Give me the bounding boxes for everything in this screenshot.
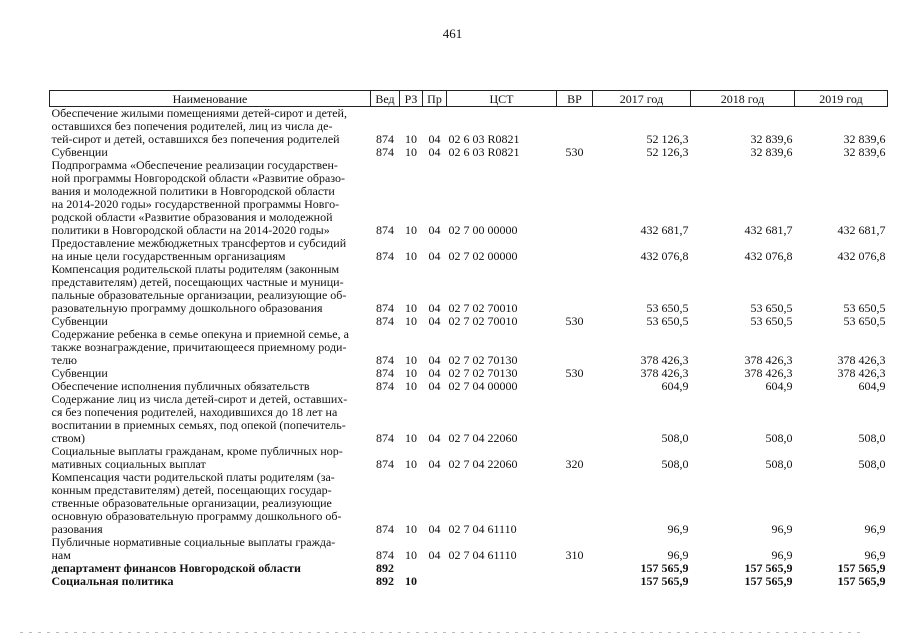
- header-2019: 2019 год: [795, 91, 888, 107]
- cell-rz: 10: [405, 249, 417, 263]
- name-line: оставшихся без попечения родителей, лиц из числа де-: [51, 119, 333, 133]
- cell-name: [50, 393, 371, 445]
- cell-2018: 53 650,5: [750, 314, 793, 328]
- name-line: мативных социальных выплат: [51, 457, 206, 471]
- cell-cst: 02 7 02 70010: [448, 314, 518, 328]
- cell-cst: 02 7 02 70010: [448, 301, 518, 315]
- name-line: департамент финансов Новгородской области: [51, 561, 301, 575]
- cell-ved: 874: [376, 132, 394, 146]
- cell-2018: 378 426,3: [744, 366, 793, 380]
- cell-name: [50, 471, 371, 536]
- name-line: Социальные выплаты гражданам, кроме публичных нор-: [51, 444, 343, 458]
- cell-vr: [557, 562, 593, 575]
- name-line: политики в Новгородской области на 2014-2020 годы»: [51, 223, 330, 237]
- cell-ved: 874: [376, 457, 394, 471]
- name-line: Субвенции: [51, 366, 108, 380]
- cell-vr: 530: [565, 145, 584, 159]
- cell-2019: 157 565,9: [837, 574, 886, 588]
- cell-cst: 02 7 00 00000: [448, 223, 518, 237]
- cell-pr: 04: [428, 301, 441, 315]
- cell-rz: 10: [405, 132, 417, 146]
- cell-cst: 02 7 04 61110: [448, 522, 517, 536]
- cell-cst: 02 7 04 61110: [448, 548, 517, 562]
- cell-rz: 10: [405, 145, 417, 159]
- cell-vr: [557, 471, 593, 536]
- cell-2018: 508,0: [765, 431, 793, 445]
- cell-ved: 874: [376, 145, 394, 159]
- header-cst: ЦСТ: [447, 91, 557, 107]
- name-line: на иные цели государственным организациям: [51, 249, 286, 263]
- name-line: воспитании в приемных семьях, под опекой (попечитель-: [51, 418, 346, 432]
- name-line: представителям) детей, посещающих частные и муници-: [51, 275, 344, 289]
- name-line: Обеспечение жилыми помещениями детей-сирот и детей,: [51, 106, 347, 120]
- header-rz: РЗ: [400, 91, 423, 107]
- cell-rz: 10: [405, 314, 417, 328]
- cell-ved: 874: [376, 353, 394, 367]
- cell-pr: 04: [428, 145, 441, 159]
- cell-cst: [447, 562, 557, 575]
- cell-ved: 892: [376, 574, 394, 588]
- header-vr: ВР: [557, 91, 593, 107]
- cell-rz: 10: [405, 574, 417, 588]
- cell-ved: 874: [376, 301, 394, 315]
- name-line: Содержание лиц из числа детей-сирот и детей, оставших-: [51, 392, 348, 406]
- cell-2019: 32 839,6: [843, 145, 886, 159]
- name-line: нам: [51, 548, 71, 562]
- cell-pr: 04: [428, 548, 441, 562]
- cell-vr: 530: [565, 314, 584, 328]
- table-row: [50, 445, 888, 471]
- cell-2019: 378 426,3: [837, 366, 886, 380]
- budget-table: [49, 90, 888, 588]
- cell-2018: 96,9: [771, 522, 793, 536]
- cell-name: [50, 107, 371, 147]
- name-line: Субвенции: [51, 314, 108, 328]
- cell-2018: 157 565,9: [744, 561, 793, 575]
- cell-ved: 874: [376, 522, 394, 536]
- cell-cst: 02 7 02 70130: [448, 366, 518, 380]
- header-name: Наименование: [50, 91, 371, 107]
- name-line: Публичные нормативные социальные выплаты гражда-: [51, 535, 336, 549]
- cell-vr: [557, 159, 593, 237]
- cell-pr: 04: [428, 314, 441, 328]
- cell-vr: [557, 393, 593, 445]
- name-line: разовательную программу дошкольного образования: [51, 301, 323, 315]
- cell-2017: 604,9: [661, 379, 689, 393]
- cell-2019: 96,9: [864, 548, 886, 562]
- cell-2019: 53 650,5: [843, 301, 886, 315]
- cell-pr: 04: [428, 522, 441, 536]
- cell-vr: [557, 263, 593, 315]
- cell-2019: 157 565,9: [837, 561, 886, 575]
- name-line: вания и молодежной политики в Новгородской области: [51, 184, 335, 198]
- name-line: тей-сирот и детей, оставшихся без попечения родителей: [51, 132, 340, 146]
- cell-ved: 874: [376, 314, 394, 328]
- cell-rz: 10: [405, 379, 417, 393]
- cell-2018: 53 650,5: [750, 301, 793, 315]
- cell-rz: 10: [405, 457, 417, 471]
- cell-2017: 157 565,9: [640, 561, 689, 575]
- cell-cst: 02 7 02 70130: [448, 353, 518, 367]
- cell-vr: [557, 107, 593, 147]
- name-line: на 2014-2020 годы» государственной программы Новго-: [51, 197, 340, 211]
- cell-vr: 310: [565, 548, 584, 562]
- table-row: [50, 575, 888, 588]
- cell-2017: 52 126,3: [646, 145, 689, 159]
- cell-2017: 378 426,3: [640, 353, 689, 367]
- cell-pr: [423, 575, 447, 588]
- cell-2019: 378 426,3: [837, 353, 886, 367]
- name-line: конным представителям) детей, посещающих государ-: [51, 483, 332, 497]
- cell-2019: 432 681,7: [837, 223, 886, 237]
- cell-2017: 53 650,5: [646, 301, 689, 315]
- cell-pr: [423, 562, 447, 575]
- table-header-row: [50, 91, 888, 107]
- name-line: Подпрограмма «Обеспечение реализации государствен-: [51, 158, 338, 172]
- table-row: [50, 536, 888, 562]
- cell-rz: 10: [405, 353, 417, 367]
- table-row: [50, 107, 888, 147]
- page-number: 461: [442, 26, 463, 41]
- name-line: Обеспечение исполнения публичных обязательств: [51, 379, 310, 393]
- cell-2018: 508,0: [765, 457, 793, 471]
- table-row: [50, 159, 888, 237]
- cell-vr: [557, 380, 593, 393]
- cell-ved: 874: [376, 249, 394, 263]
- cell-pr: 04: [428, 431, 441, 445]
- cell-ved: 892: [376, 561, 394, 575]
- cell-vr: 530: [565, 366, 584, 380]
- name-line: также вознаграждение, причитающееся приемному роди-: [51, 340, 347, 354]
- cell-rz: 10: [405, 522, 417, 536]
- cell-name: [50, 575, 371, 588]
- cell-pr: 04: [428, 366, 441, 380]
- header-2018: 2018 год: [691, 91, 795, 107]
- name-line: телю: [51, 353, 78, 367]
- name-line: ся без попечения родителей, находившихся до 18 лет на: [51, 405, 338, 419]
- name-line: Содержание ребенка в семье опекуна и приемной семье, а: [51, 327, 349, 341]
- cell-rz: 10: [405, 223, 417, 237]
- table-row: [50, 471, 888, 536]
- cell-name: [50, 159, 371, 237]
- cell-2018: 604,9: [765, 379, 793, 393]
- cell-2018: 378 426,3: [744, 353, 793, 367]
- cell-ved: 874: [376, 379, 394, 393]
- table-row: [50, 263, 888, 315]
- header-pr: Пр: [423, 91, 447, 107]
- cell-rz: 10: [405, 366, 417, 380]
- cell-2017: 157 565,9: [640, 574, 689, 588]
- cell-vr: [557, 575, 593, 588]
- cell-vr: [557, 328, 593, 367]
- cell-cst: 02 6 03 R0821: [448, 132, 520, 146]
- cell-2017: 96,9: [667, 548, 689, 562]
- cell-2019: 96,9: [864, 522, 886, 536]
- cell-2017: 53 650,5: [646, 314, 689, 328]
- scan-artifact-line: [20, 632, 860, 633]
- cell-cst: 02 7 02 00000: [448, 249, 518, 263]
- cell-2019: 508,0: [858, 457, 886, 471]
- cell-2017: 96,9: [667, 522, 689, 536]
- cell-2017: 432 681,7: [640, 223, 689, 237]
- cell-2017: 52 126,3: [646, 132, 689, 146]
- cell-2018: 96,9: [771, 548, 793, 562]
- cell-2019: 32 839,6: [843, 132, 886, 146]
- table-row: [50, 328, 888, 367]
- table-row: [50, 237, 888, 263]
- name-line: пальные образовательные организации, реализующие об-: [51, 288, 347, 302]
- cell-rz: 10: [405, 301, 417, 315]
- cell-pr: 04: [428, 379, 441, 393]
- cell-pr: 04: [428, 132, 441, 146]
- cell-name: [50, 445, 371, 471]
- cell-rz: 10: [405, 548, 417, 562]
- name-line: ной программы Новгородской области «Развитие образо-: [51, 171, 345, 185]
- cell-vr: 320: [565, 457, 584, 471]
- cell-ved: 874: [376, 366, 394, 380]
- cell-2017: 432 076,8: [640, 249, 689, 263]
- cell-2017: 508,0: [661, 431, 689, 445]
- cell-cst: 02 6 03 R0821: [448, 145, 520, 159]
- cell-2019: 508,0: [858, 431, 886, 445]
- cell-2017: 508,0: [661, 457, 689, 471]
- name-line: родской области «Развитие образования и молодежной: [51, 210, 333, 224]
- cell-2019: 432 076,8: [837, 249, 886, 263]
- name-line: Компенсация родительской платы родителям (законным: [51, 262, 340, 276]
- name-line: ственные образовательные организации, реализующие: [51, 496, 332, 510]
- cell-vr: [557, 237, 593, 263]
- cell-name: [50, 536, 371, 562]
- cell-pr: 04: [428, 457, 441, 471]
- cell-pr: 04: [428, 223, 441, 237]
- cell-cst: [447, 575, 557, 588]
- cell-ved: 874: [376, 223, 394, 237]
- cell-ved: 874: [376, 431, 394, 445]
- cell-name: [50, 328, 371, 367]
- cell-pr: 04: [428, 249, 441, 263]
- cell-2018: 432 681,7: [744, 223, 793, 237]
- cell-name: [50, 237, 371, 263]
- name-line: разования: [51, 522, 103, 536]
- cell-cst: 02 7 04 22060: [448, 431, 518, 445]
- name-line: основную образовательную программу дошкольного об-: [51, 509, 342, 523]
- table-row: [50, 393, 888, 445]
- name-line: ством): [51, 431, 86, 445]
- cell-2018: 432 076,8: [744, 249, 793, 263]
- cell-2019: 604,9: [858, 379, 886, 393]
- cell-cst: 02 7 04 22060: [448, 457, 518, 471]
- cell-pr: 04: [428, 353, 441, 367]
- cell-rz: 10: [405, 431, 417, 445]
- cell-2018: 32 839,6: [750, 145, 793, 159]
- table-body: [50, 107, 888, 589]
- name-line: Компенсация части родительской платы родителям (за-: [51, 470, 335, 484]
- cell-2018: 157 565,9: [744, 574, 793, 588]
- cell-2018: 32 839,6: [750, 132, 793, 146]
- cell-cst: 02 7 04 00000: [448, 379, 518, 393]
- cell-2017: 378 426,3: [640, 366, 689, 380]
- cell-name: [50, 263, 371, 315]
- name-line: Субвенции: [51, 145, 108, 159]
- cell-ved: 874: [376, 548, 394, 562]
- header-ved: Вед: [371, 91, 400, 107]
- cell-2019: 53 650,5: [843, 314, 886, 328]
- header-2017: 2017 год: [593, 91, 691, 107]
- name-line: Предоставление межбюджетных трансфертов и субсидий: [51, 236, 347, 250]
- name-line: Социальная политика: [51, 574, 174, 588]
